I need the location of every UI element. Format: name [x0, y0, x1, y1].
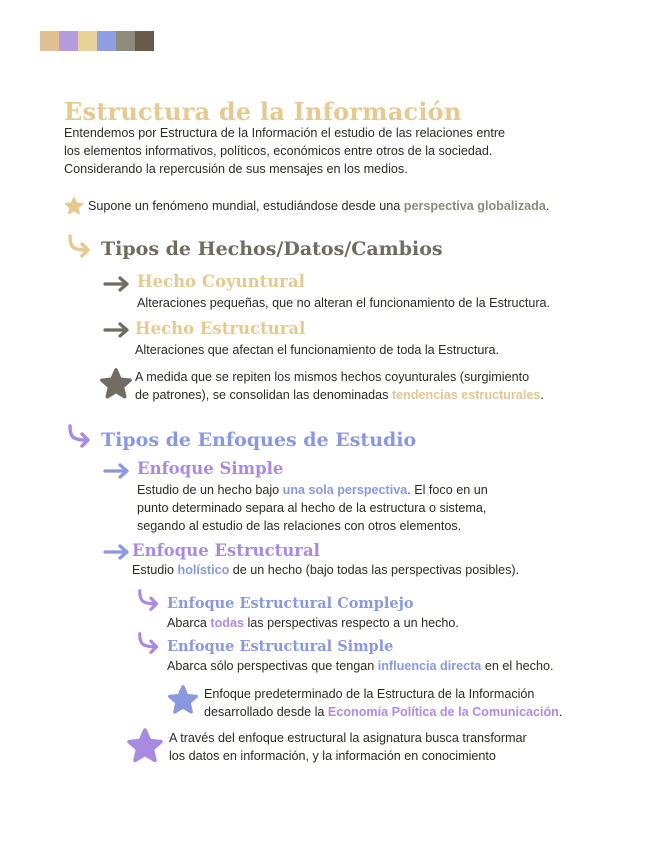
star-icon — [167, 684, 199, 716]
note-end: . — [558, 705, 563, 719]
palette-swatch — [40, 31, 59, 51]
enfoque-estructural-title: Enfoque Estructural — [132, 541, 320, 560]
note-tendencias — [135, 368, 544, 404]
note-end: . — [540, 388, 544, 402]
intro-line: Entendemos por Estructura de la Información el estudio de las relaciones entre — [64, 126, 506, 140]
intro-paragraph — [64, 124, 505, 178]
note-line: A través del enfoque estructural la asignatura busca transformar — [169, 731, 527, 745]
highlight-text: una sola perspectiva — [282, 483, 408, 497]
curved-arrow-icon — [136, 588, 164, 612]
note-economia-politica — [204, 685, 562, 721]
highlight-text: tendencias estructurales — [391, 388, 541, 402]
enfoque-estructural-simple-desc — [167, 657, 553, 675]
note-line: de patrones), se consolidan las denominadas — [135, 388, 392, 402]
arrow-right-icon — [103, 322, 131, 338]
enfoque-complejo-desc — [167, 614, 459, 632]
note-line: Enfoque predeterminado de la Estructura de la Información — [204, 687, 535, 701]
star-icon — [64, 196, 84, 216]
desc-text: en el hecho. — [481, 659, 554, 673]
palette-swatch — [116, 31, 135, 51]
enfoque-complejo-title: Enfoque Estructural Complejo — [167, 595, 414, 612]
desc-line: segando al estudio de las relaciones con otros elementos. — [137, 519, 462, 533]
star-icon — [99, 367, 133, 401]
section-title-hechos: Tipos de Hechos/Datos/Cambios — [101, 238, 443, 260]
desc-text: Estudio — [132, 563, 178, 577]
hecho-estructural-desc: Alteraciones que afectan el funcionamiento de toda la Estructura. — [135, 343, 500, 357]
note-conocimiento — [169, 729, 527, 765]
highlight-text: holístico — [177, 563, 230, 577]
palette-swatch — [78, 31, 97, 51]
hecho-coyuntural-title: Hecho Coyuntural — [137, 272, 305, 291]
curved-arrow-icon — [136, 631, 164, 655]
arrow-right-icon — [103, 276, 131, 292]
palette-swatch — [97, 31, 116, 51]
curved-arrow-icon — [66, 424, 96, 448]
desc-text: Abarca — [167, 616, 211, 630]
note-line: desarrollado desde la — [204, 705, 328, 719]
intro-line: los elementos informativos, políticos, económicos entre otros de la sociedad. — [64, 144, 493, 158]
arrow-right-icon — [103, 544, 131, 560]
note-line: A medida que se repiten los mismos hechos coyunturales (surgimiento — [135, 370, 530, 384]
highlight-text: Economía Política de la Comunicación — [327, 705, 559, 719]
curved-arrow-icon — [66, 234, 96, 258]
section-title-enfoques: Tipos de Enfoques de Estudio — [101, 429, 417, 451]
palette-swatch — [135, 31, 154, 51]
desc-text: las perspectivas respecto a un hecho. — [244, 616, 459, 630]
arrow-right-icon — [103, 463, 131, 479]
star-icon — [126, 727, 164, 765]
hecho-estructural-title: Hecho Estructural — [135, 319, 306, 338]
enfoque-estructural-desc — [132, 561, 519, 579]
note-globalizada — [88, 197, 549, 215]
intro-line: Considerando la repercusión de sus mensajes en los medios. — [64, 162, 408, 176]
enfoque-simple-title: Enfoque Simple — [137, 459, 284, 478]
color-palette — [40, 31, 154, 51]
desc-text: Abarca sólo perspectivas que tengan — [167, 659, 378, 673]
note-line: los datos en información, y la información en conocimiento — [169, 749, 496, 763]
desc-text: Estudio de un hecho bajo — [137, 483, 283, 497]
highlight-text: influencia directa — [377, 659, 482, 673]
note-text: Supone un fenómeno mundial, estudiándose desde una — [88, 199, 404, 213]
enfoque-estructural-simple-title: Enfoque Estructural Simple — [167, 638, 394, 655]
note-end: . — [545, 199, 550, 213]
palette-swatch — [59, 31, 78, 51]
enfoque-simple-desc — [137, 481, 488, 535]
page-title: Estructura de la Información — [64, 97, 462, 126]
desc-line: punto determinado separa al hecho de la estructura o sistema, — [137, 501, 487, 515]
desc-text: de un hecho (bajo todas las perspectivas posibles). — [229, 563, 520, 577]
desc-text: . El foco en un — [407, 483, 488, 497]
hecho-coyuntural-desc: Alteraciones pequeñas, que no alteran el funcionamiento de la Estructura. — [137, 296, 551, 310]
highlight-text: todas — [210, 616, 244, 630]
highlight-text: perspectiva globalizada — [403, 199, 546, 213]
